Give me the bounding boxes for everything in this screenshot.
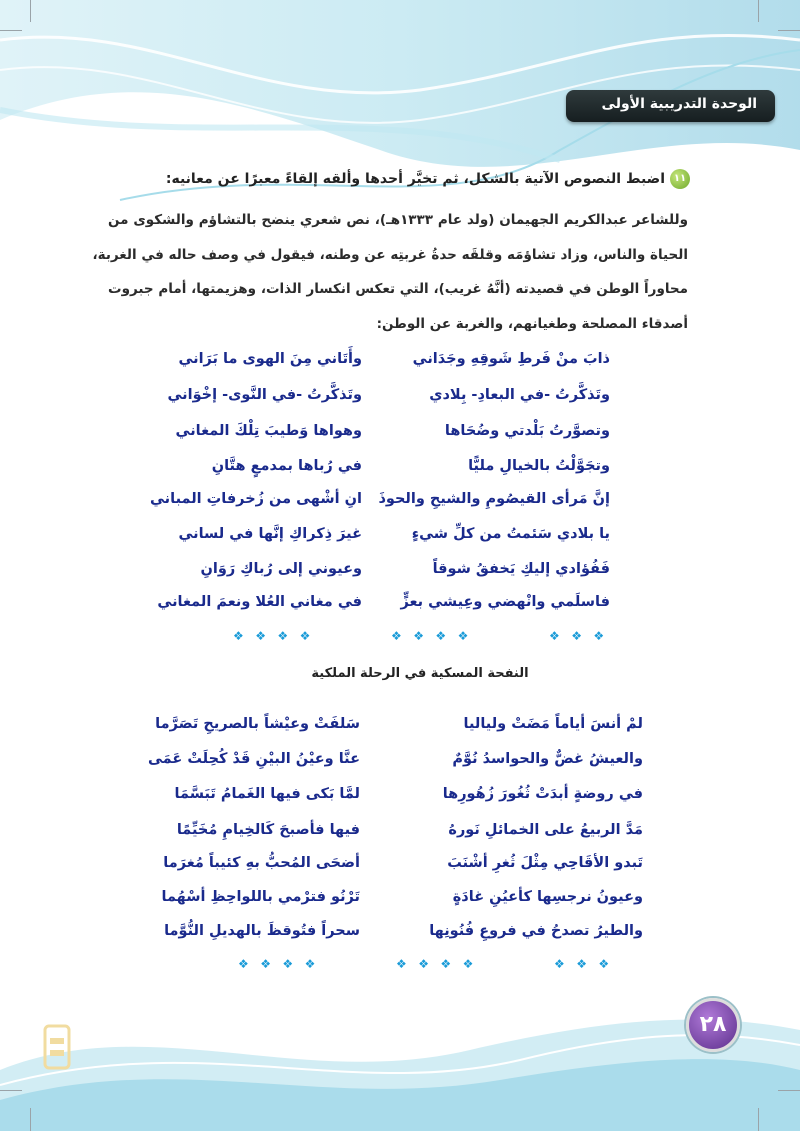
- verse-first-half: إنَّ مَرأى القيصُومِ والشيحِ والحوذَ: [378, 491, 610, 507]
- diamond-separator: ❖ ❖ ❖: [554, 957, 610, 971]
- crop-mark: [30, 0, 31, 22]
- verse-first-half: فاسلَمي وانْهضي وعِيشي بعزٍّ: [400, 594, 610, 610]
- exercise-number-badge: ١١: [670, 169, 690, 189]
- intro-line: محاوراً الوطن في قصيدته (أنَّهُ غريب)، التي تعكس انكسار الذات، وهزيمتها، أمام جبروت: [108, 281, 688, 297]
- intro-line: أصدقاء المصلحة وطغيانهم، والغربة عن الوطن:: [376, 316, 688, 332]
- diamond-separator: ❖ ❖ ❖ ❖: [238, 957, 316, 971]
- crop-mark: [778, 1090, 800, 1091]
- verse-second-half: عنَّا وعيْنُ البيْنِ قَدْ كُحِلَتْ عَمَى: [147, 751, 360, 767]
- intro-line: الحياة والناس، وزاد تشاؤمَه وقلقَه حدةُ غربتِه عن وطنه، فيقول في وصف حاله في الغربة،: [92, 247, 688, 263]
- crop-mark: [758, 1108, 759, 1131]
- verse-first-half: وعيونُ نرجسِها كأعيُنِ غادَةٍ: [452, 889, 643, 905]
- verse-first-half: في روضةٍ أبدَتْ ثُغُورَ زُهُورِها: [442, 786, 643, 802]
- verse-second-half: فيها فأصبحَ كَالخِيامِ مُخَيِّمًا: [176, 822, 360, 838]
- verse-second-half: سَلفَتْ وعيْشاً بالصريحِ تَصَرَّما: [155, 716, 360, 732]
- verse-second-half: غيرَ ذِكراكِ إنَّها في لساني: [178, 526, 362, 542]
- poem-2-title: النفحة المسكية في الرحلة الملكية: [311, 666, 529, 681]
- verse-second-half: وتَذكَّرتُ -في النَّوى- إخْوَاني: [167, 387, 362, 403]
- verse-first-half: وتصوَّرتُ بَلْدتي وضُحَاها: [444, 423, 610, 439]
- diamond-separator: ❖ ❖ ❖ ❖: [233, 629, 311, 643]
- verse-second-half: وعيوني إلى رُباكِ رَوَانِ: [200, 561, 362, 577]
- diamond-separator: ❖ ❖ ❖ ❖: [396, 957, 474, 971]
- footer-wave-decoration: [0, 990, 800, 1131]
- crop-mark: [778, 30, 800, 31]
- verse-first-half: والعيشُ غضٌّ والحواسدُ نُوَّمٌ: [452, 751, 643, 767]
- verse-second-half: وأَتَاني مِنَ الهوى ما بَرَاني: [178, 351, 362, 367]
- verse-first-half: يا بلادي سَئمتُ من كلِّ شيءٍ: [411, 526, 610, 542]
- verse-second-half: تَرْنُو فترْمي باللواحِظِ أسْهُما: [161, 889, 360, 905]
- verse-second-half: لمَّا بَكى فيها الغَمامُ تَبَسَّمَا: [174, 786, 360, 802]
- intro-line: وللشاعر عبدالكريم الجهيمان (ولد عام ١٣٣٣هـ)، نص شعري ينضح بالتشاؤم والشكوى من: [108, 212, 688, 228]
- unit-title: الوحدة التدريبية الأولى: [601, 96, 757, 112]
- verse-second-half: انِ أشْهى من زُخرفاتِ المباني: [150, 491, 362, 507]
- verse-first-half: مَدَّ الربيعُ على الخمائلِ نَورهُ: [448, 822, 643, 838]
- crop-mark: [30, 1108, 31, 1131]
- crop-mark: [758, 0, 759, 22]
- verse-second-half: في رُباها بمدمعٍ هتَّانِ: [211, 458, 362, 474]
- verse-first-half: تَبدو الأقَاحِي مِثْلَ ثُغرِ أشْنَبَ: [447, 855, 643, 871]
- crop-mark: [0, 30, 22, 31]
- verse-first-half: وتَذكَّرتُ -في البعادِ- بِلادي: [429, 387, 610, 403]
- verse-second-half: سحراً فتُوقظَ بالهديلِ النُّوَّما: [164, 923, 360, 939]
- diamond-separator: ❖ ❖ ❖: [549, 629, 605, 643]
- verse-second-half: وهواها وَطيبَ تِلْكَ المغاني: [175, 423, 362, 439]
- crop-mark: [0, 1090, 22, 1091]
- diamond-separator: ❖ ❖ ❖ ❖: [391, 629, 469, 643]
- publisher-logo-icon: [42, 1024, 72, 1070]
- verse-first-half: ذابَ منْ فَرطِ شَوقِهِ وجَدَاني: [412, 351, 610, 367]
- verse-second-half: في مغاني العُلا ونعمَ المغاني: [157, 594, 362, 610]
- exercise-instruction: اضبط النصوص الآتية بالشكل، ثم تخيَّر أحدها وألقه إلقاءً معبرًا عن معانيه:: [165, 171, 665, 187]
- verse-first-half: لمْ أنسَ أياماً مَضَتْ ولياليا: [463, 716, 643, 732]
- verse-second-half: أضحَى المُحبُّ بهِ كئيباً مُغرَما: [163, 855, 360, 871]
- verse-first-half: فَفُؤادي إليكِ يَخفقُ شوقاً: [432, 561, 610, 577]
- verse-first-half: وتجَوَّلْتُ بالخيالِ مليًّا: [468, 458, 610, 474]
- verse-first-half: والطيرُ تصدحُ في فروعِ فُنُونِها: [429, 923, 643, 939]
- page-number: ٢٨: [686, 998, 740, 1052]
- unit-header-bar: [566, 90, 775, 122]
